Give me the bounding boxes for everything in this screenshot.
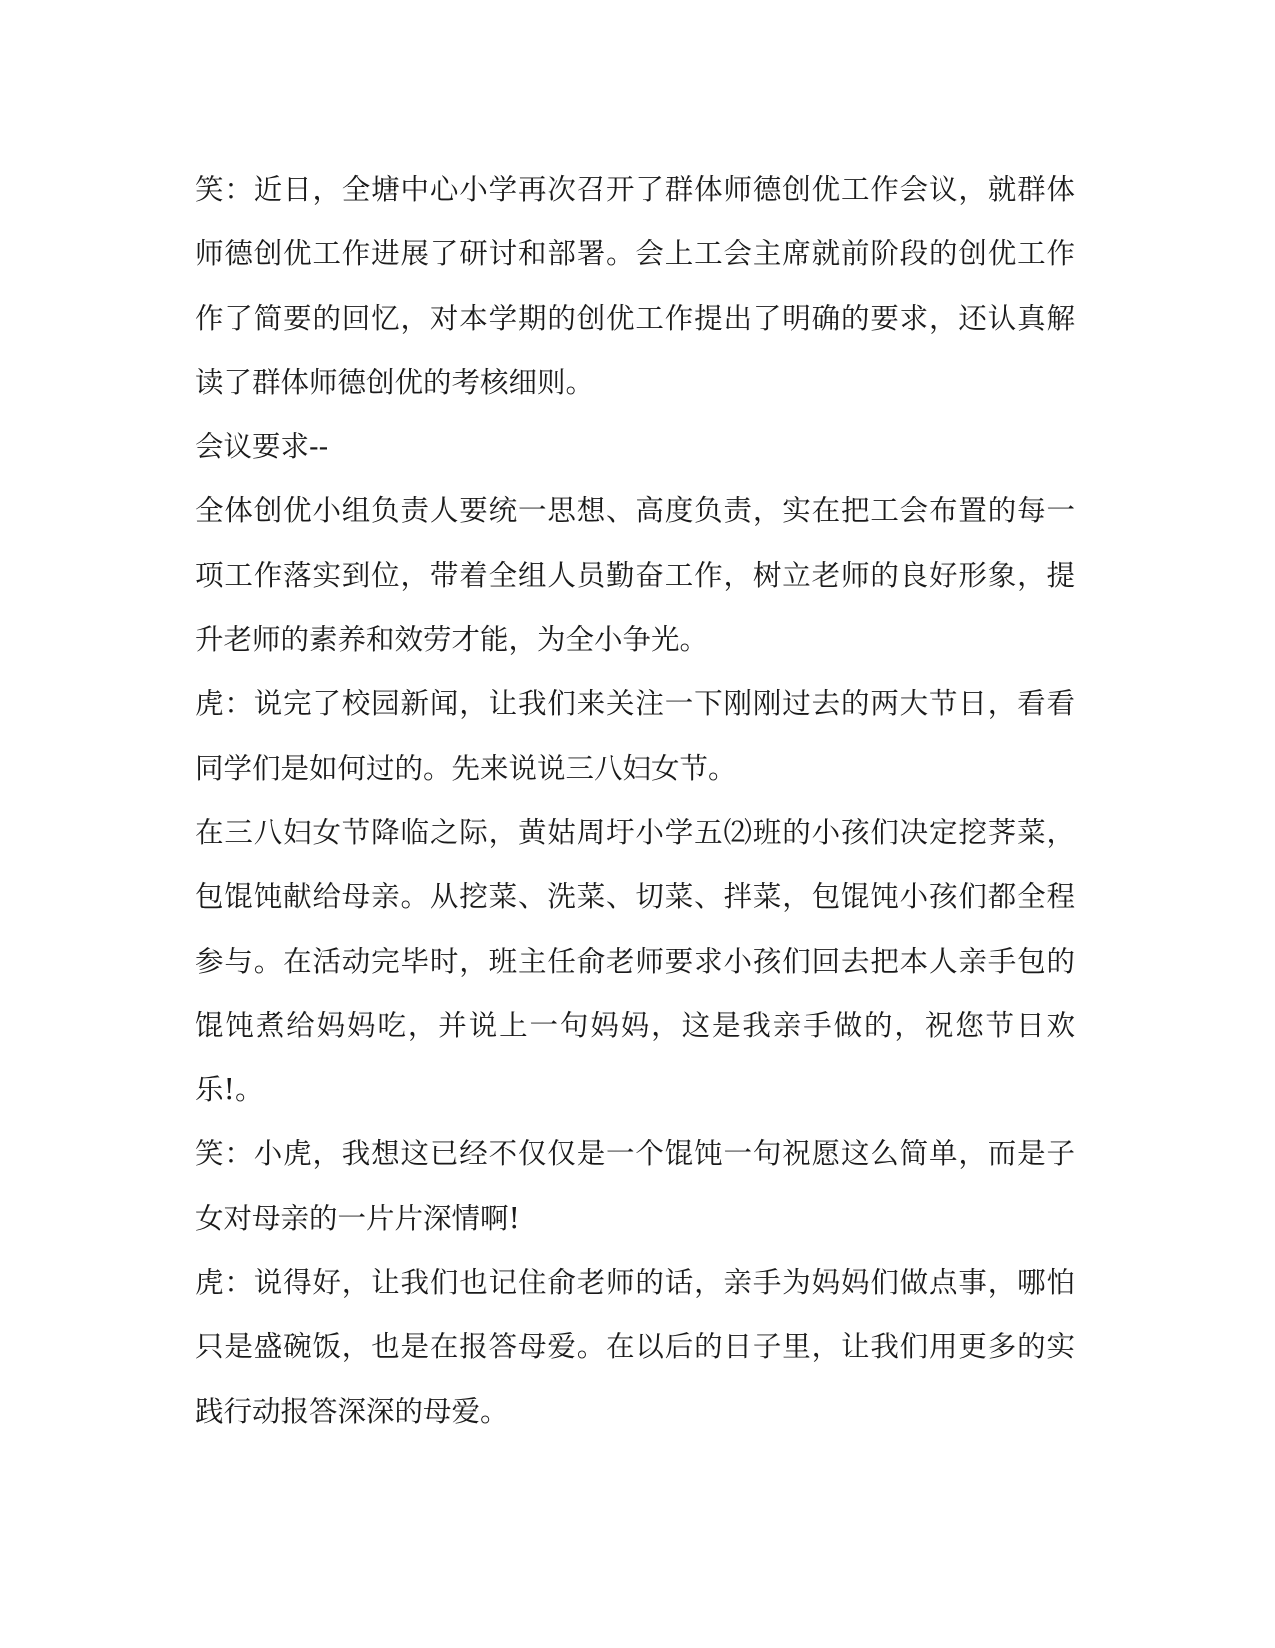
paragraph-3: 全体创优小组负责人要统一思想、高度负责，实在把工会布置的每一项工作落实到位，带着全组人员勤奋工作，树立老师的良好形象，提升老师的素养和效劳才能，为全小争光。 [195,494,1075,657]
paragraph-4: 虎：说完了校园新闻，让我们来关注一下刚刚过去的两大节日，看看同学们是如何过的。先来说说三八妇女节。 [195,687,1075,785]
paragraph-6: 笑：小虎，我想这已经不仅仅是一个馄饨一句祝愿这么简单，而是子女对母亲的一片片深情啊! [195,1137,1075,1235]
paragraph-5: 在三八妇女节降临之际，黄姑周圩小学五⑵班的小孩们决定挖荠菜，包馄饨献给母亲。从挖菜、洗菜、切菜、拌菜，包馄饨小孩们都全程参与。在活动完毕时，班主任俞老师要求小孩们回去把本人亲手包的馄饨煮给妈妈吃，并说上一句妈妈，这是我亲手做的，祝您节日欢乐!。 [195,815,1075,1107]
paragraph-2: 会议要求-- [195,430,329,464]
document-body [195,158,1075,1444]
paragraph-7: 虎：说得好，让我们也记住俞老师的话，亲手为妈妈们做点事，哪怕只是盛碗饭，也是在报答母爱。在以后的日子里，让我们用更多的实践行动报答深深的母爱。 [195,1266,1075,1428]
paragraph-1: 笑：近日，全塘中心小学再次召开了群体师德创优工作会议，就群体师德创优工作进展了研讨和部署。会上工会主席就前阶段的创优工作作了简要的回忆，对本学期的创优工作提出了明确的要求，还认真解读了群体师德创优的考核细则。 [195,173,1075,399]
